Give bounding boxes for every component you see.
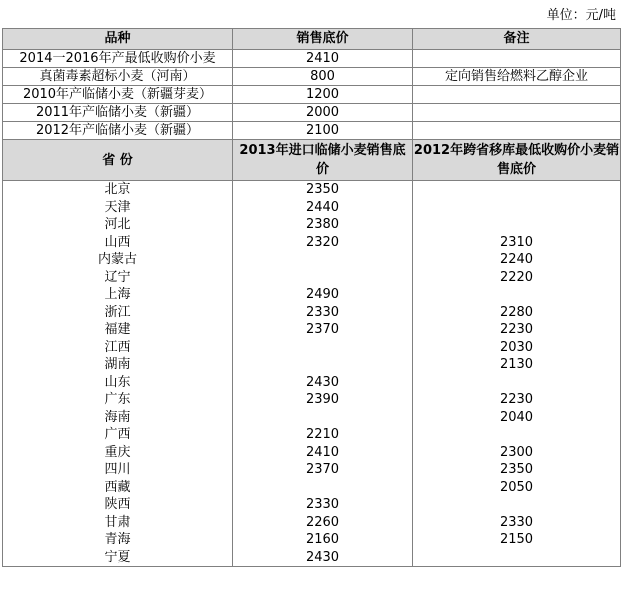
- variety-name: 2014一2016年产最低收购价小麦: [3, 50, 233, 68]
- header-remark: 备注: [413, 29, 621, 50]
- province-row: [3, 549, 621, 567]
- province-row: [3, 251, 621, 269]
- province-name: 海南: [3, 409, 233, 427]
- province-name: 浙江: [3, 304, 233, 322]
- province-import-price: 2160: [233, 531, 413, 549]
- province-import-price: [233, 409, 413, 427]
- variety-row: [3, 104, 621, 122]
- province-import-price: 2410: [233, 444, 413, 462]
- variety-price: 2410: [233, 50, 413, 68]
- variety-name: 2011年产临储小麦（新疆）: [3, 104, 233, 122]
- province-row: [3, 286, 621, 304]
- province-row: [3, 339, 621, 357]
- province-row: [3, 461, 621, 479]
- province-transfer-price: [413, 286, 621, 304]
- variety-row: [3, 122, 621, 140]
- province-transfer-price: 2150: [413, 531, 621, 549]
- province-transfer-price: 2040: [413, 409, 621, 427]
- variety-name: 2012年产临储小麦（新疆）: [3, 122, 233, 140]
- province-import-price: [233, 479, 413, 497]
- province-import-price: 2390: [233, 391, 413, 409]
- province-name: 北京: [3, 181, 233, 199]
- province-import-price: 2430: [233, 374, 413, 392]
- header-sale-price: 销售底价: [233, 29, 413, 50]
- province-name: 福建: [3, 321, 233, 339]
- province-name: 湖南: [3, 356, 233, 374]
- province-transfer-price: [413, 199, 621, 217]
- province-name: 江西: [3, 339, 233, 357]
- province-transfer-price: [413, 496, 621, 514]
- province-row: [3, 531, 621, 549]
- province-row: [3, 234, 621, 252]
- province-transfer-price: 2050: [413, 479, 621, 497]
- variety-price: 2000: [233, 104, 413, 122]
- province-transfer-price: 2230: [413, 391, 621, 409]
- province-name: 陕西: [3, 496, 233, 514]
- province-transfer-price: [413, 181, 621, 199]
- province-row: [3, 409, 621, 427]
- header-row-variety: [3, 29, 621, 50]
- province-transfer-price: [413, 426, 621, 444]
- province-import-price: 2380: [233, 216, 413, 234]
- variety-note: [413, 122, 621, 140]
- province-row: [3, 426, 621, 444]
- province-row: [3, 479, 621, 497]
- province-name: 宁夏: [3, 549, 233, 567]
- variety-price: 1200: [233, 86, 413, 104]
- province-transfer-price: 2130: [413, 356, 621, 374]
- province-name: 甘肃: [3, 514, 233, 532]
- header-province: 省 份: [3, 140, 233, 181]
- province-name: 内蒙古: [3, 251, 233, 269]
- province-name: 山西: [3, 234, 233, 252]
- province-import-price: [233, 251, 413, 269]
- variety-note: [413, 104, 621, 122]
- province-transfer-price: 2350: [413, 461, 621, 479]
- variety-price: 800: [233, 68, 413, 86]
- province-import-price: 2440: [233, 199, 413, 217]
- province-import-price: [233, 339, 413, 357]
- province-import-price: 2490: [233, 286, 413, 304]
- province-import-price: 2350: [233, 181, 413, 199]
- province-row: [3, 304, 621, 322]
- province-transfer-price: 2310: [413, 234, 621, 252]
- header-transfer-price: 2012年跨省移库最低收购价小麦销售底价: [413, 140, 621, 181]
- province-import-price: 2210: [233, 426, 413, 444]
- province-name: 四川: [3, 461, 233, 479]
- province-name: 天津: [3, 199, 233, 217]
- province-row: [3, 199, 621, 217]
- province-row: [3, 181, 621, 199]
- province-transfer-price: [413, 374, 621, 392]
- province-import-price: 2330: [233, 496, 413, 514]
- variety-name: 真菌毒素超标小麦（河南）: [3, 68, 233, 86]
- province-transfer-price: 2240: [413, 251, 621, 269]
- variety-row: [3, 50, 621, 68]
- province-name: 广东: [3, 391, 233, 409]
- province-transfer-price: 2030: [413, 339, 621, 357]
- header-row-province: [3, 140, 621, 181]
- province-import-price: 2370: [233, 461, 413, 479]
- province-import-price: 2320: [233, 234, 413, 252]
- province-transfer-price: 2220: [413, 269, 621, 287]
- province-transfer-price: 2230: [413, 321, 621, 339]
- province-row: [3, 391, 621, 409]
- province-name: 广西: [3, 426, 233, 444]
- province-row: [3, 216, 621, 234]
- variety-note: 定向销售给燃料乙醇企业: [413, 68, 621, 86]
- province-name: 青海: [3, 531, 233, 549]
- province-row: [3, 496, 621, 514]
- price-table: [2, 28, 621, 567]
- variety-row: [3, 68, 621, 86]
- province-name: 上海: [3, 286, 233, 304]
- price-table-body: [3, 29, 621, 567]
- variety-row: [3, 86, 621, 104]
- province-import-price: [233, 269, 413, 287]
- variety-note: [413, 50, 621, 68]
- province-name: 山东: [3, 374, 233, 392]
- province-row: [3, 444, 621, 462]
- province-name: 辽宁: [3, 269, 233, 287]
- province-transfer-price: 2330: [413, 514, 621, 532]
- province-import-price: 2260: [233, 514, 413, 532]
- province-import-price: 2430: [233, 549, 413, 567]
- province-name: 西藏: [3, 479, 233, 497]
- province-transfer-price: 2280: [413, 304, 621, 322]
- province-import-price: 2370: [233, 321, 413, 339]
- province-row: [3, 269, 621, 287]
- province-transfer-price: [413, 549, 621, 567]
- unit-label: 单位：元/吨: [546, 8, 616, 23]
- province-transfer-price: 2300: [413, 444, 621, 462]
- header-import-price: 2013年进口临储小麦销售底价: [233, 140, 413, 181]
- province-transfer-price: [413, 216, 621, 234]
- province-row: [3, 374, 621, 392]
- province-row: [3, 514, 621, 532]
- variety-price: 2100: [233, 122, 413, 140]
- province-import-price: 2330: [233, 304, 413, 322]
- variety-note: [413, 86, 621, 104]
- province-row: [3, 356, 621, 374]
- variety-name: 2010年产临储小麦（新疆芽麦）: [3, 86, 233, 104]
- header-variety: 品种: [3, 29, 233, 50]
- province-name: 重庆: [3, 444, 233, 462]
- province-import-price: [233, 356, 413, 374]
- province-name: 河北: [3, 216, 233, 234]
- province-row: [3, 321, 621, 339]
